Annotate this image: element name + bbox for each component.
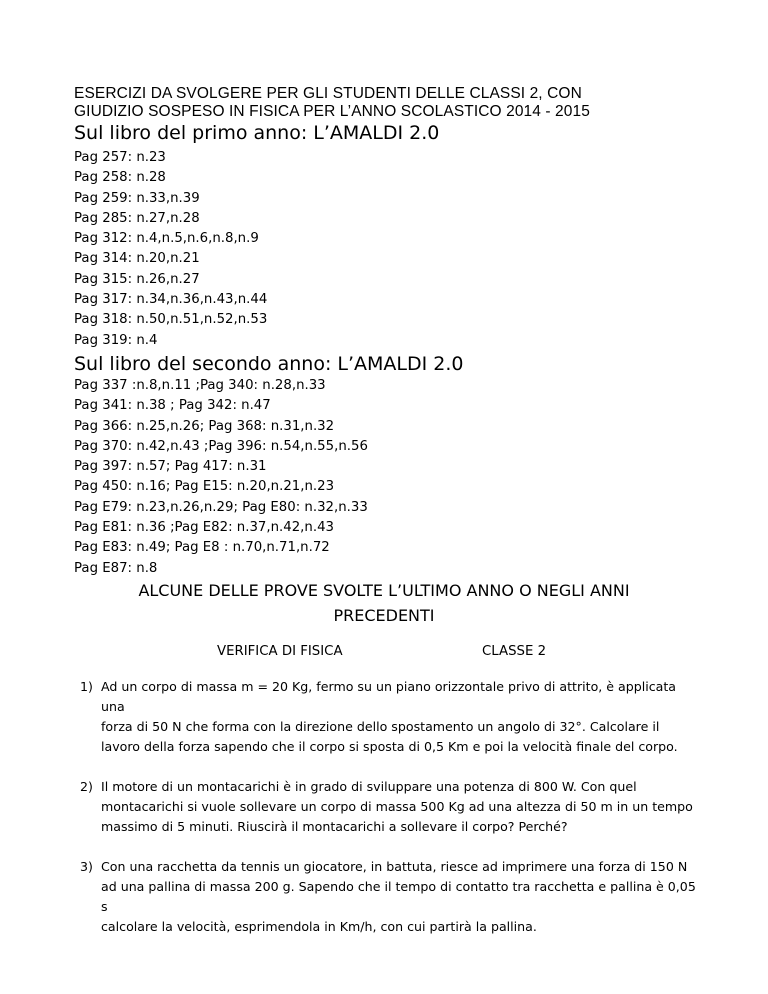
prove-heading-line-2: PRECEDENTI [333, 606, 435, 625]
problem-text-line: Con una racchetta da tennis un giocatore, in battuta, riesce ad imprimere una forza di 150 N [101, 859, 688, 874]
prove-heading [74, 578, 694, 628]
list-item: Pag 341: n.38 ; Pag 342: n.47 [74, 398, 271, 414]
problem-list [80, 677, 700, 957]
list-item: Pag E87: n.8 [74, 560, 158, 576]
list-item: Pag 314: n.20,n.21 [74, 251, 200, 267]
problem-number: 1) [80, 679, 93, 694]
list-item: Pag 450: n.16; Pag E15: n.20,n.21,n.23 [74, 479, 335, 495]
list-item: Pag 318: n.50,n.51,n.52,n.53 [74, 312, 268, 328]
list-item: Pag 366: n.25,n.26; Pag 368: n.31,n.32 [74, 418, 335, 434]
list-item: Pag 258: n.28 [74, 170, 166, 186]
list-item: Pag 337 :n.8,n.11 ;Pag 340: n.28,n.33 [74, 378, 326, 393]
classe-label: CLASSE 2 [482, 644, 547, 659]
list-item: Pag 312: n.4,n.5,n.6,n.8,n.9 [74, 231, 259, 247]
problem-item [80, 857, 700, 937]
problem-text-line: ad una pallina di massa 200 g. Sapendo che il tempo di contatto tra racchetta e pallina è 0,05 s [101, 879, 696, 914]
problem-item [80, 777, 700, 837]
list-item: Pag 319: n.4 [74, 332, 158, 348]
document-header [74, 85, 714, 121]
header-line-1: ESERCIZI DA SVOLGERE PER GLI STUDENTI DELLE CLASSI 2, CON [74, 85, 582, 102]
problem-text-line: massimo di 5 minuti. Riuscirà il montacarichi a sollevare il corpo? Perché? [101, 819, 568, 834]
list-item: Pag 397: n.57; Pag 417: n.31 [74, 459, 267, 475]
problem-number: 3) [80, 859, 93, 874]
second-book-title: Sul libro del secondo anno: L’AMALDI 2.0 [74, 353, 464, 375]
list-item: Pag E79: n.23,n.26,n.29; Pag E80: n.32,n.33 [74, 499, 368, 515]
list-item: Pag 315: n.26,n.27 [74, 271, 200, 287]
problem-text-line: Ad un corpo di massa m = 20 Kg, fermo su un piano orizzontale privo di attrito, è applicata una [101, 679, 677, 714]
problem-text-line: calcolare la velocità, esprimendola in Km/h, con cui partirà la pallina. [101, 919, 537, 934]
problem-text-line: lavoro della forza sapendo che il corpo si sposta di 0,5 Km e poi la velocità finale del corpo. [101, 739, 678, 754]
list-item: Pag 259: n.33,n.39 [74, 190, 200, 206]
verifica-label: VERIFICA DI FISICA [217, 644, 343, 659]
problem-item [80, 677, 700, 757]
header-line-2: GIUDIZIO SOSPESO IN FISICA PER L’ANNO SCOLASTICO 2014 - 2015 [74, 103, 590, 120]
first-book-list [74, 148, 267, 351]
prove-heading-line-1: ALCUNE DELLE PROVE SVOLTE L’ULTIMO ANNO O NEGLI ANNI [138, 581, 630, 600]
list-item: Pag E81: n.36 ;Pag E82: n.37,n.42,n.43 [74, 520, 334, 536]
problem-number: 2) [80, 779, 93, 794]
problem-text-line: Il motore di un montacarichi è in grado di sviluppare una potenza di 800 W. Con quel [101, 779, 637, 794]
list-item: Pag 257: n.23 [74, 150, 166, 165]
list-item: Pag 370: n.42,n.43 ;Pag 396: n.54,n.55,n.56 [74, 438, 368, 454]
first-book-title: Sul libro del primo anno: L’AMALDI 2.0 [74, 122, 440, 144]
problem-text-line: forza di 50 N che forma con la direzione dello spostamento un angolo di 32°. Calcolare il [101, 719, 660, 734]
list-item: Pag E83: n.49; Pag E8 : n.70,n.71,n.72 [74, 540, 330, 556]
problem-text-line: montacarichi si vuole sollevare un corpo di massa 500 Kg ad una altezza di 50 m in un tempo [101, 799, 693, 814]
second-book-list [74, 376, 368, 579]
list-item: Pag 285: n.27,n.28 [74, 210, 200, 226]
list-item: Pag 317: n.34,n.36,n.43,n.44 [74, 292, 268, 308]
